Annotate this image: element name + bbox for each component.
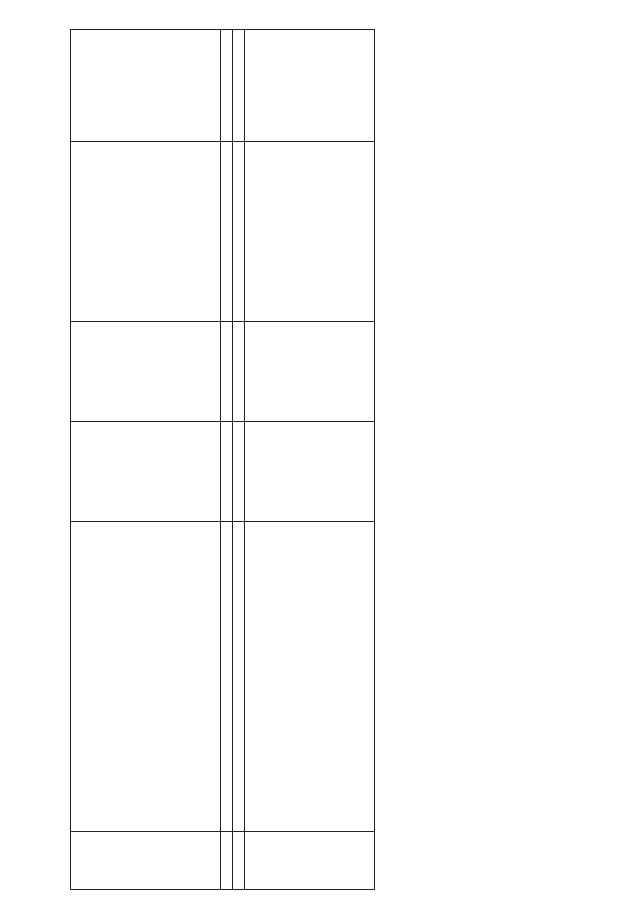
discipline-cell — [221, 142, 233, 322]
max-load-cell — [233, 422, 245, 522]
competency-cell — [245, 30, 375, 142]
title-cell — [233, 522, 245, 832]
competency-cell — [221, 30, 233, 142]
discipline-cell — [233, 142, 245, 322]
competency-cell — [233, 30, 245, 142]
hours-cell — [233, 322, 245, 422]
hours-cell — [71, 322, 221, 422]
hours-cell — [221, 322, 233, 422]
max-load-cell — [221, 422, 233, 522]
code-cell — [233, 832, 245, 890]
rotated-table-container — [70, 30, 375, 890]
competency-cell — [71, 30, 221, 142]
content-cell — [71, 522, 221, 832]
document-sheet — [70, 30, 375, 890]
title-cell — [221, 522, 233, 832]
code-cell — [245, 832, 375, 890]
code-cell — [221, 832, 233, 890]
discipline-cell — [245, 142, 375, 322]
max-load-cell — [71, 422, 221, 522]
discipline-cell — [71, 142, 221, 322]
table-row — [233, 30, 245, 890]
module-content-cell — [245, 522, 375, 832]
max-load-cell — [245, 422, 375, 522]
hours-cell — [245, 322, 375, 422]
code-cell — [71, 832, 221, 890]
curriculum-table — [70, 29, 375, 890]
table-row — [245, 30, 375, 890]
table-row — [221, 30, 233, 890]
table-row — [71, 30, 221, 890]
